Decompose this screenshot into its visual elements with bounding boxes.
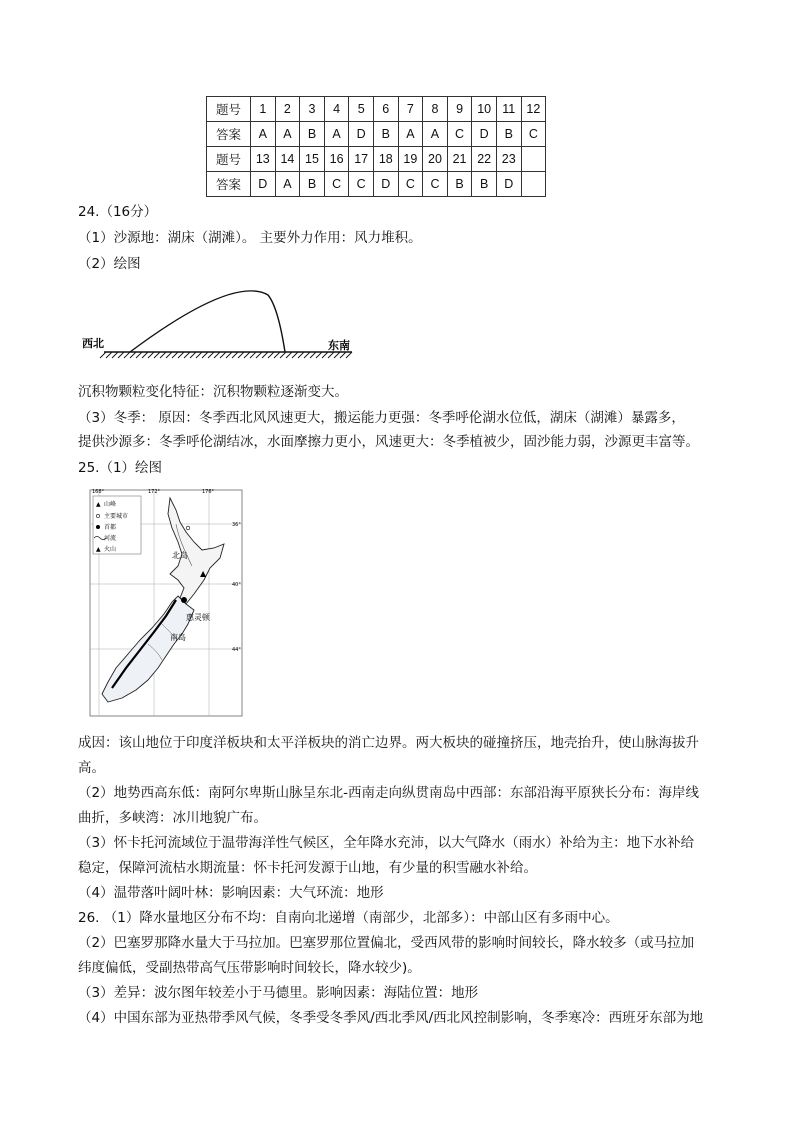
- dune-profile: [130, 291, 285, 352]
- row-header: 题号: [207, 97, 251, 122]
- table-cell: 19: [398, 147, 423, 172]
- table-cell: B: [300, 122, 325, 147]
- table-cell: C: [324, 172, 349, 197]
- table-cell: D: [251, 172, 276, 197]
- table-row: [207, 147, 546, 172]
- q24-part2-answer: 沉积物颗粒变化特征：沉积物颗粒逐渐变大。: [78, 384, 348, 400]
- row-header: 题号: [207, 147, 251, 172]
- legend-volcano: 火山: [104, 546, 117, 553]
- volcano-icon: ▲: [200, 569, 207, 578]
- table-cell: C: [447, 122, 472, 147]
- table-cell: D: [472, 122, 497, 147]
- table-cell: D: [373, 172, 398, 197]
- label-south-island: 南岛: [170, 633, 186, 642]
- table-cell: 2: [275, 97, 300, 122]
- q26-part3: （3）差异：波尔图年较差小于马德里。影响因素：海陆位置：地形: [78, 985, 479, 1001]
- table-cell: 14: [275, 147, 300, 172]
- table-cell: B: [373, 122, 398, 147]
- table-row: [207, 172, 546, 197]
- row-header: 答案: [207, 122, 251, 147]
- table-cell: 1: [251, 97, 276, 122]
- q24-part2-label: （2）绘图: [78, 256, 141, 272]
- legend-peak: 山峰: [104, 501, 117, 508]
- table-cell: 21: [447, 147, 472, 172]
- legend-capital-icon: [96, 525, 100, 529]
- table-cell: B: [496, 122, 521, 147]
- table-cell: 5: [349, 97, 374, 122]
- table-cell: C: [398, 172, 423, 197]
- lat-label-3: 44°: [232, 647, 241, 653]
- row-header: 答案: [207, 172, 251, 197]
- table-cell: A: [423, 122, 448, 147]
- ground-hatching: [100, 352, 352, 358]
- table-cell: 13: [251, 147, 276, 172]
- q25-part3-line2: 稳定，保障河流枯水期流量：怀卡托河发源于山地，有少量的积雪融水补给。: [78, 860, 537, 876]
- table-cell: 12: [521, 97, 546, 122]
- q26-part1: 26. （1）降水量地区分布不均：自南向北递增（南部少，北部多）：中部山区有多雨中心。: [78, 910, 619, 926]
- lon-label-3: 176°: [202, 489, 215, 495]
- table-cell: B: [472, 172, 497, 197]
- table-cell: C: [349, 172, 374, 197]
- q25-cause-line2: 高。: [78, 760, 105, 776]
- q25-cause-line1: 成因：该山地位于印度洋板块和太平洋板块的消亡边界。两大板块的碰撞挤压，地壳抬升，使山脉海拔升: [78, 735, 699, 751]
- table-cell: A: [251, 122, 276, 147]
- table-cell: A: [275, 172, 300, 197]
- table-cell: 9: [447, 97, 472, 122]
- legend-volcano-icon: ▲: [96, 546, 101, 553]
- table-cell: A: [275, 122, 300, 147]
- legend-capital: 首都: [104, 524, 117, 531]
- table-row: [207, 97, 546, 122]
- legend-peak-icon: ▲: [96, 501, 101, 508]
- table-cell: [521, 172, 546, 197]
- table-cell: C: [521, 122, 546, 147]
- table-row: [207, 122, 546, 147]
- table-cell: 17: [349, 147, 374, 172]
- lon-label-1: 168°: [92, 489, 105, 495]
- dune-diagram: [78, 285, 368, 361]
- answer-table: [206, 96, 546, 197]
- lat-label-1: 36°: [232, 522, 241, 528]
- q24-part3-line2: 提供沙源多：冬季呼伦湖结冰，水面摩擦力更小，风速更大：冬季植被少，固沙能力弱，沙源更丰富等。: [78, 434, 699, 450]
- q26-part4: （4）中国东部为亚热带季风气候，冬季受冬季风/西北季风/西北风控制影响，冬季寒冷：西班牙东部为地: [78, 1010, 704, 1026]
- table-cell: 22: [472, 147, 497, 172]
- q25-title: 25.（1）绘图: [78, 460, 163, 476]
- q25-part4: （4）温带落叶阔叶林：影响因素：大气环流：地形: [78, 885, 384, 901]
- table-cell: 6: [373, 97, 398, 122]
- table-cell: B: [447, 172, 472, 197]
- table-cell: D: [349, 122, 374, 147]
- q24-part3-line1: （3）冬季： 原因：冬季西北风风速更大，搬运能力更强：冬季呼伦湖水位低，湖床（湖滩）暴露多，: [78, 410, 685, 426]
- dune-right-label: 东南: [328, 339, 350, 352]
- table-cell: 7: [398, 97, 423, 122]
- q24-title: 24.（16分）: [78, 204, 158, 220]
- table-cell: 4: [324, 97, 349, 122]
- table-cell: 11: [496, 97, 521, 122]
- table-cell: 16: [324, 147, 349, 172]
- table-cell: A: [398, 122, 423, 147]
- q25-part2-line2: 曲折，多峡湾：冰川地貌广布。: [78, 810, 267, 826]
- lon-label-2: 172°: [148, 489, 161, 495]
- table-cell: 23: [496, 147, 521, 172]
- legend-city: 主要城市: [104, 513, 129, 520]
- table-cell: 3: [300, 97, 325, 122]
- table-cell: D: [496, 172, 521, 197]
- table-cell: C: [423, 172, 448, 197]
- dune-left-label: 西北: [82, 337, 104, 350]
- label-north-island: 北岛: [172, 551, 188, 560]
- new-zealand-map: [82, 484, 250, 722]
- lat-label-2: 40°: [232, 582, 241, 588]
- label-wellington: 惠灵顿: [186, 613, 210, 622]
- q25-part3-line1: （3）怀卡托河流域位于温带海洋性气候区，全年降水充沛，以大气降水（雨水）补给为主：地下水补给: [78, 835, 695, 851]
- table-cell: 18: [373, 147, 398, 172]
- table-cell: 8: [423, 97, 448, 122]
- table-cell: 15: [300, 147, 325, 172]
- table-cell: B: [300, 172, 325, 197]
- q25-part2-line1: （2）地势西高东低：南阿尔卑斯山脉呈东北-西南走向纵贯南岛中西部：东部沿海平原狭长分布：海岸线: [78, 785, 699, 801]
- table-cell: 20: [423, 147, 448, 172]
- table-cell: 10: [472, 97, 497, 122]
- q26-part2-line1: （2）巴塞罗那降水量大于马拉加。巴塞罗那位置偏北，受西风带的影响时间较长，降水较多（或马拉加: [78, 935, 695, 951]
- table-cell: A: [324, 122, 349, 147]
- legend-river: 河流: [104, 535, 117, 542]
- q26-part2-line2: 纬度偏低，受副热带高气压带影响时间较长，降水较少)。: [78, 960, 421, 976]
- q24-part1: （1）沙源地：湖床（湖滩）。 主要外力作用：风力堆积。: [78, 230, 422, 246]
- capital-marker: [181, 597, 187, 603]
- table-cell: [521, 147, 546, 172]
